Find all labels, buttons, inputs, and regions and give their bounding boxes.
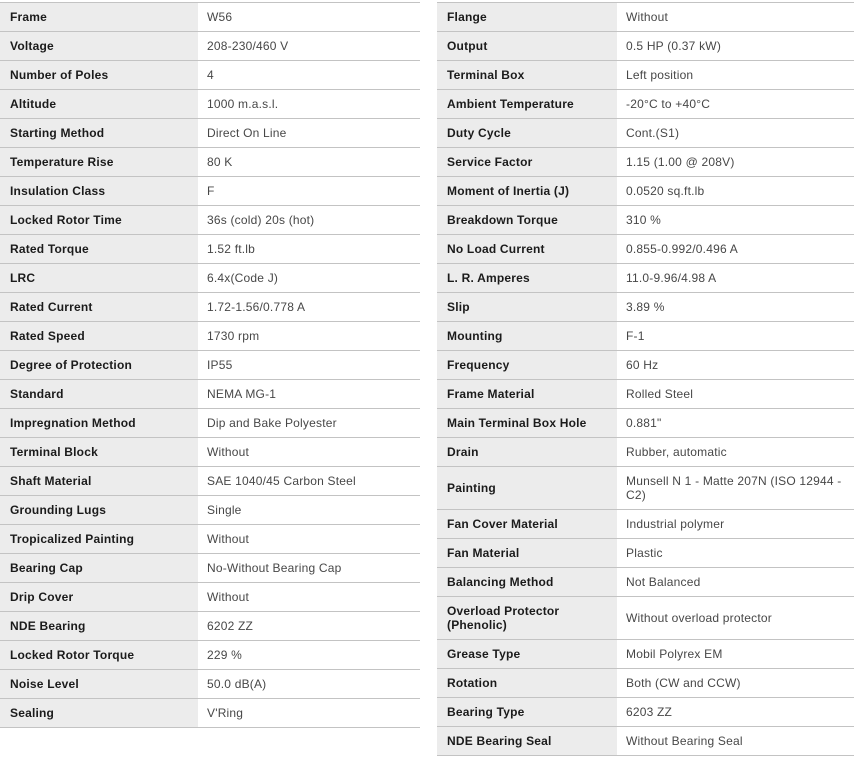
spec-value: Without: [198, 583, 420, 611]
spec-label: Balancing Method: [437, 568, 617, 596]
spec-table-right: [437, 2, 854, 756]
spec-label: Grease Type: [437, 640, 617, 668]
spec-label: Terminal Block: [0, 438, 198, 466]
spec-row: [437, 205, 854, 234]
spec-row: [437, 321, 854, 350]
spec-label: No Load Current: [437, 235, 617, 263]
spec-value: 0.5 HP (0.37 kW): [617, 32, 854, 60]
spec-label: Ambient Temperature: [437, 90, 617, 118]
spec-row: [0, 60, 420, 89]
spec-label: Frequency: [437, 351, 617, 379]
spec-label: Impregnation Method: [0, 409, 198, 437]
spec-row: [0, 640, 420, 669]
spec-row: [437, 697, 854, 726]
spec-value: 80 K: [198, 148, 420, 176]
spec-label: Slip: [437, 293, 617, 321]
spec-row: [0, 292, 420, 321]
spec-row: [0, 176, 420, 205]
spec-value: Munsell N 1 - Matte 207N (ISO 12944 - C2): [617, 467, 854, 509]
spec-value: No-Without Bearing Cap: [198, 554, 420, 582]
spec-value: Direct On Line: [198, 119, 420, 147]
spec-label: Shaft Material: [0, 467, 198, 495]
spec-label: Mounting: [437, 322, 617, 350]
spec-value: 36s (cold) 20s (hot): [198, 206, 420, 234]
spec-row: [0, 669, 420, 698]
spec-label: Duty Cycle: [437, 119, 617, 147]
spec-value: 4: [198, 61, 420, 89]
spec-label: Drain: [437, 438, 617, 466]
spec-label: Standard: [0, 380, 198, 408]
spec-label: L. R. Amperes: [437, 264, 617, 292]
spec-label: Altitude: [0, 90, 198, 118]
spec-label: Breakdown Torque: [437, 206, 617, 234]
spec-row: [0, 698, 420, 727]
spec-label: Degree of Protection: [0, 351, 198, 379]
spec-row: [437, 437, 854, 466]
spec-label: Locked Rotor Torque: [0, 641, 198, 669]
spec-row: [437, 509, 854, 538]
spec-value: 0.855-0.992/0.496 A: [617, 235, 854, 263]
spec-value: 310 %: [617, 206, 854, 234]
spec-value: 1.15 (1.00 @ 208V): [617, 148, 854, 176]
spec-row: [0, 437, 420, 466]
spec-label: Rated Current: [0, 293, 198, 321]
spec-row: [0, 205, 420, 234]
spec-row: [437, 668, 854, 697]
spec-row: [0, 2, 420, 31]
spec-row: [0, 89, 420, 118]
spec-label: Insulation Class: [0, 177, 198, 205]
spec-label: Sealing: [0, 699, 198, 727]
spec-row: [0, 611, 420, 640]
spec-label: Locked Rotor Time: [0, 206, 198, 234]
spec-label: Drip Cover: [0, 583, 198, 611]
spec-row: [437, 466, 854, 509]
spec-value: Left position: [617, 61, 854, 89]
spec-value: 11.0-9.96/4.98 A: [617, 264, 854, 292]
spec-row: [0, 466, 420, 495]
spec-label: Moment of Inertia (J): [437, 177, 617, 205]
spec-label: Grounding Lugs: [0, 496, 198, 524]
spec-row: [437, 234, 854, 263]
spec-row: [0, 350, 420, 379]
spec-row: [437, 147, 854, 176]
spec-row: [0, 234, 420, 263]
spec-row: [0, 524, 420, 553]
spec-label: Flange: [437, 3, 617, 31]
spec-value: Plastic: [617, 539, 854, 567]
spec-label: Main Terminal Box Hole: [437, 409, 617, 437]
spec-label: Service Factor: [437, 148, 617, 176]
spec-value: NEMA MG-1: [198, 380, 420, 408]
spec-value: Without Bearing Seal: [617, 727, 854, 755]
spec-value: -20°C to +40°C: [617, 90, 854, 118]
spec-row: [437, 408, 854, 437]
spec-label: Output: [437, 32, 617, 60]
spec-label: Rated Torque: [0, 235, 198, 263]
spec-value: Single: [198, 496, 420, 524]
spec-value: 1.52 ft.lb: [198, 235, 420, 263]
spec-value: F-1: [617, 322, 854, 350]
spec-value: W56: [198, 3, 420, 31]
spec-value: 1000 m.a.s.l.: [198, 90, 420, 118]
spec-value: SAE 1040/45 Carbon Steel: [198, 467, 420, 495]
spec-value: 1.72-1.56/0.778 A: [198, 293, 420, 321]
spec-row: [0, 582, 420, 611]
spec-value: 60 Hz: [617, 351, 854, 379]
spec-row: [0, 553, 420, 582]
spec-row: [0, 31, 420, 60]
spec-row: [437, 567, 854, 596]
spec-value: Not Balanced: [617, 568, 854, 596]
spec-value: Cont.(S1): [617, 119, 854, 147]
spec-row: [437, 639, 854, 668]
spec-value: 208-230/460 V: [198, 32, 420, 60]
spec-row: [437, 379, 854, 408]
spec-row: [437, 292, 854, 321]
spec-value: Rubber, automatic: [617, 438, 854, 466]
spec-value: 229 %: [198, 641, 420, 669]
spec-label: Rotation: [437, 669, 617, 697]
spec-label: Painting: [437, 467, 617, 509]
spec-row: [0, 147, 420, 176]
spec-value: 6.4x(Code J): [198, 264, 420, 292]
spec-row: [0, 379, 420, 408]
spec-label: Bearing Cap: [0, 554, 198, 582]
spec-value: Without: [198, 525, 420, 553]
spec-row: [437, 31, 854, 60]
spec-row: [437, 89, 854, 118]
spec-label: Tropicalized Painting: [0, 525, 198, 553]
spec-value: 3.89 %: [617, 293, 854, 321]
spec-row: [437, 726, 854, 755]
spec-label: LRC: [0, 264, 198, 292]
spec-label: Terminal Box: [437, 61, 617, 89]
spec-row: [437, 538, 854, 567]
spec-value: V'Ring: [198, 699, 420, 727]
spec-value: 0.0520 sq.ft.lb: [617, 177, 854, 205]
spec-row: [437, 350, 854, 379]
spec-label: Number of Poles: [0, 61, 198, 89]
spec-row: [437, 60, 854, 89]
spec-row: [437, 263, 854, 292]
spec-label: Noise Level: [0, 670, 198, 698]
spec-value: Rolled Steel: [617, 380, 854, 408]
spec-value: Industrial polymer: [617, 510, 854, 538]
spec-label: Temperature Rise: [0, 148, 198, 176]
spec-value: 1730 rpm: [198, 322, 420, 350]
spec-row: [0, 408, 420, 437]
spec-row: [437, 596, 854, 639]
spec-value: Without: [198, 438, 420, 466]
spec-row: [437, 2, 854, 31]
spec-row: [437, 176, 854, 205]
spec-row: [0, 118, 420, 147]
spec-row: [0, 263, 420, 292]
spec-label: Rated Speed: [0, 322, 198, 350]
spec-label: Overload Protector (Phenolic): [437, 597, 617, 639]
spec-label: Bearing Type: [437, 698, 617, 726]
spec-label: NDE Bearing: [0, 612, 198, 640]
spec-value: 6202 ZZ: [198, 612, 420, 640]
spec-value: F: [198, 177, 420, 205]
spec-label: Voltage: [0, 32, 198, 60]
spec-value: 50.0 dB(A): [198, 670, 420, 698]
spec-label: Starting Method: [0, 119, 198, 147]
spec-value: 6203 ZZ: [617, 698, 854, 726]
spec-table-left: [0, 2, 420, 728]
spec-label: Fan Cover Material: [437, 510, 617, 538]
spec-value: Dip and Bake Polyester: [198, 409, 420, 437]
spec-value: Without: [617, 3, 854, 31]
spec-row: [0, 321, 420, 350]
spec-value: Without overload protector: [617, 597, 854, 639]
spec-row: [0, 495, 420, 524]
spec-value: IP55: [198, 351, 420, 379]
spec-label: NDE Bearing Seal: [437, 727, 617, 755]
spec-label: Frame Material: [437, 380, 617, 408]
spec-value: 0.881": [617, 409, 854, 437]
spec-row: [437, 118, 854, 147]
spec-label: Frame: [0, 3, 198, 31]
spec-value: Mobil Polyrex EM: [617, 640, 854, 668]
spec-value: Both (CW and CCW): [617, 669, 854, 697]
spec-label: Fan Material: [437, 539, 617, 567]
